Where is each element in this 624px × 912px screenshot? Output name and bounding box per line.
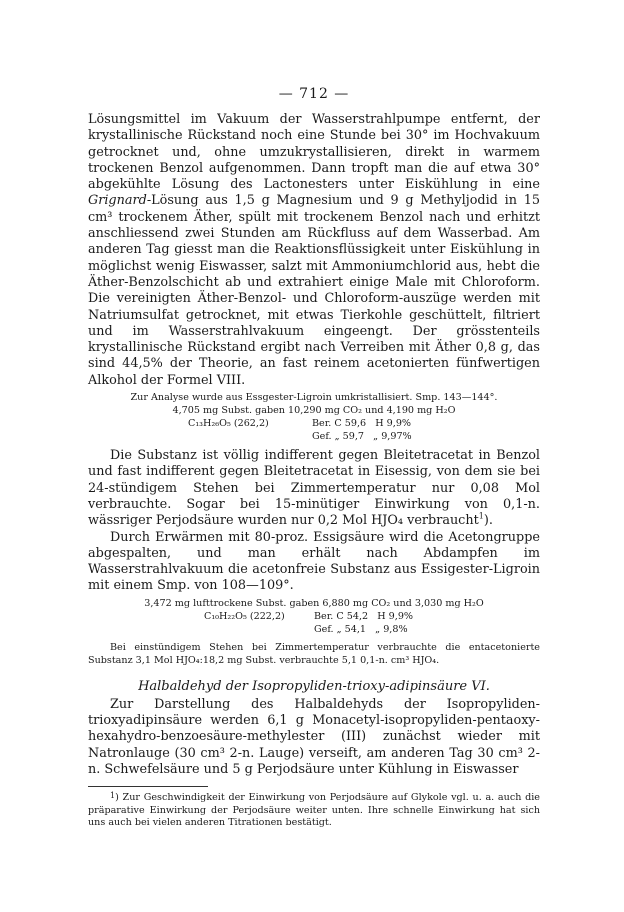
footnote-ref: 1	[478, 511, 484, 521]
paragraph-2	[88, 448, 540, 529]
paragraph-2-end: ).	[483, 513, 493, 529]
note-paragraph: Bei einstündigem Stehen bei Zimmertemperatur verbrauchte die entacetonierte Substanz 3,1 Mol HJO₄:18,2 mg Subst. verbrauchte 5,1 0,1-n. cm³ HJO₄.	[88, 641, 540, 666]
paragraph-1	[88, 112, 540, 389]
analysis-1-formula: C₁₃H₂₆O₅ (262,2)	[188, 418, 269, 430]
paragraph-4: Zur Darstellung des Halbaldehyds der Isopropyliden-trioxyadipinsäure werden 6,1 g Monacetyl-isopropyliden-pentaoxy-hexahydro-benzoesäure-methylester (III) zunächst wieder mit Natronlauge (30 cm³ 2-n. Lauge) verseift, am anderen Tag 30 cm³ 2-n. Schwefelsäure und 5 g Perjodsäure unter Kühlung in Eiswasser	[88, 696, 540, 777]
paragraph-3: Durch Erwärmen mit 80-proz. Essigsäure wird die Acetongruppe abgespalten, und man erhält nach Abdampfen im Wasserstrahlvakuum die acetonfreie Substanz aus Essigester-Ligroin mit einem Smp. von 108—109°.	[88, 529, 540, 594]
analysis-1-line-1: Zur Analyse wurde aus Essgester-Ligroin umkristallisiert. Smp. 143—144°.	[130, 392, 498, 404]
analysis-block-1	[88, 391, 540, 443]
analysis-1-line-2: 4,705 mg Subst. gaben 10,290 mg CO₂ und 4,190 mg H₂O	[172, 405, 456, 417]
footnote-divider	[88, 786, 208, 787]
analysis-block-2	[88, 597, 540, 636]
analysis-1-ber-row	[88, 417, 540, 430]
analysis-2-ber-row	[88, 610, 540, 623]
footnote-text: ) Zur Geschwindigkeit der Einwirkung von Perjodsäure auf Glykole vgl. u. a. auch die präparative Einwirkung der Perjodsäure weiter unten. Ihre schnelle Einwirkung hat sich uns auch bei vielen anderen Titrationen bestätigt.	[88, 792, 540, 829]
analysis-1-ber: Ber. C 59,6 H 9,9%	[312, 418, 412, 430]
section-heading: Halbaldehyd der Isopropyliden-trioxy-adipinsäure VI.	[138, 678, 490, 694]
analysis-2-ber: Ber. C 54,2 H 9,9%	[314, 610, 414, 622]
footnote-number: 1	[110, 791, 116, 801]
analysis-2-line-1: 3,472 mg lufttrockene Subst. gaben 6,880 mg CO₂ und 3,030 mg H₂O	[144, 597, 484, 609]
grignard-term: Grignard	[88, 193, 147, 209]
analysis-1-gef-row	[88, 430, 540, 443]
analysis-1-gef: Gef. „ 59,7 „ 9,97%	[312, 431, 412, 443]
analysis-2-gef: Gef. „ 54,1 „ 9,8%	[314, 623, 408, 635]
analysis-2-formula: C₁₀H₂₂O₅ (222,2)	[204, 610, 285, 622]
paragraph-2-text: Die Substanz ist völlig indifferent gegen Bleitetracetat in Benzol und fast indifferent gegen Bleitetracetat in Eisessig, von dem sie bei 24-stündigem Stehen bei Zimmertemperatur nur 0,08 Mol verbrauchte. Sogar bei 15-minütiger Einwirkung von 0,1-n. wässriger Perjodsäure wurden nur 0,2 Mol HJO₄ verbraucht	[88, 448, 540, 529]
paragraph-1-text-b: -Lösung aus 1,5 g Magnesium und 9 g Methyljodid in 15 cm³ trockenem Äther, spült mit trockenem Benzol nach und erhitzt anschliessend zwei Stunden am Rückfluss auf dem Wasserbad. Am anderen Tag giesst man die Reaktionsflüssigkeit unter Eiskühlung in möglichst wenig Eiswasser, salzt mit Ammoniumchlorid aus, hebt die Äther-Benzolschicht ab und extrahiert einige Male mit Chloroform. Die vereinigten Äther-Benzol- und Chloroform-auszüge werden mit Natriumsulfat getrocknet, mit etwas Tierkohle geschüttelt, filtriert und im Wasserstrahlvakuum eingeengt. Der grösstenteils krystallinische Rückstand ergibt nach Verreiben mit Äther 0,8 g, das sind 44,5% der Theorie, an fast reinem acetonierten fünfwertigen Alkohol der Formel VIII.	[88, 193, 540, 388]
footnote	[88, 790, 540, 830]
paragraph-1-text: Lösungsmittel im Vakuum der Wasserstrahlpumpe entfernt, der krystallinische Rückstand noch eine Stunde bei 30° im Hochvakuum getrocknet und, ohne umzukrystallisieren, direkt in warmem trockenen Benzol aufgenommen. Dann tropft man die auf etwa 30° abgekühlte Lösung des Lactonesters unter Eiskühlung in eine	[88, 112, 540, 193]
page	[88, 86, 540, 830]
analysis-2-gef-row	[88, 623, 540, 636]
page-number: — 712 —	[278, 86, 350, 102]
